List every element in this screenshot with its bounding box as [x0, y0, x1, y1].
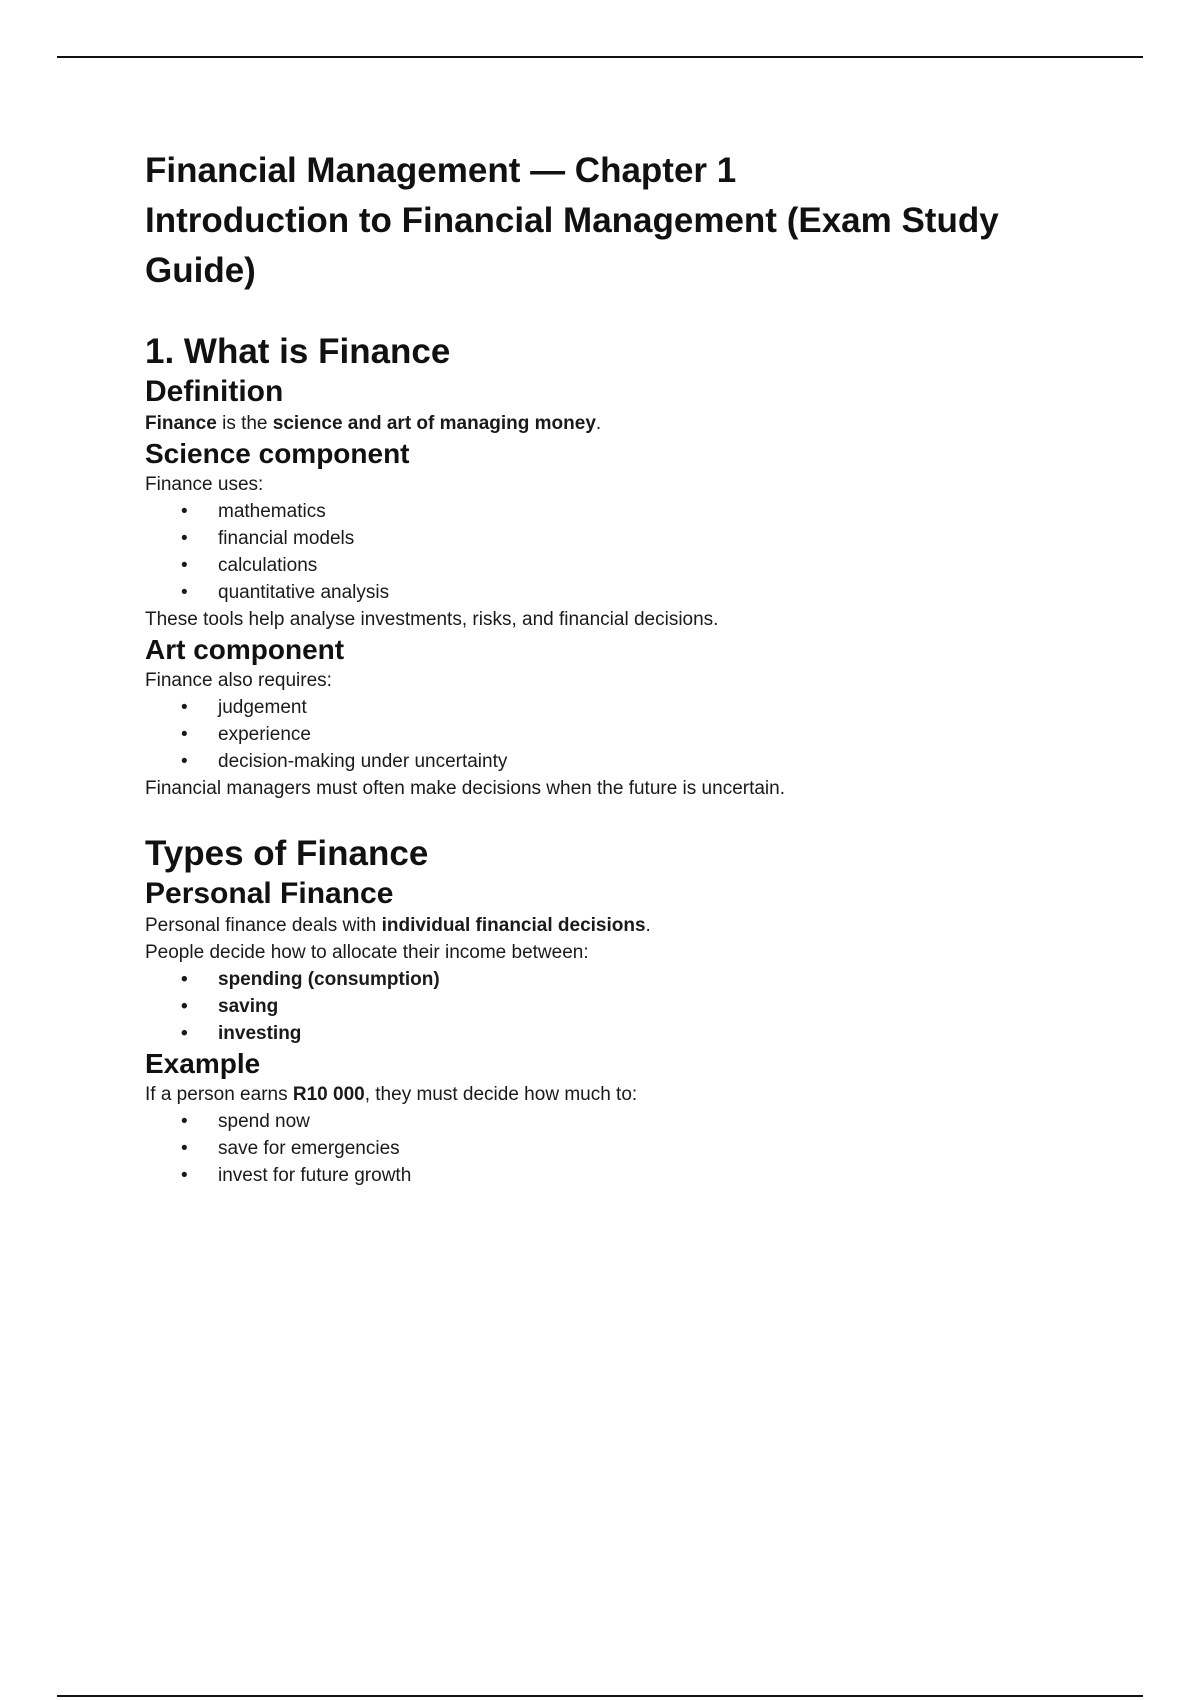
personal-list	[145, 966, 1045, 1047]
list-item: • calculations	[145, 552, 1045, 579]
list-item: • invest for future growth	[145, 1162, 1045, 1189]
section-heading-what-is-finance: 1. What is Finance	[145, 332, 451, 371]
science-outro: These tools help analyse investments, risks, and financial decisions.	[145, 609, 719, 630]
example-list	[145, 1108, 1045, 1189]
definition-emphasis: science and art of managing money	[272, 413, 596, 434]
example-amount: R10 000	[292, 1084, 365, 1105]
list-item: • save for emergencies	[145, 1135, 1045, 1162]
subheading-example: Example	[145, 1048, 261, 1079]
subheading-science-component: Science component	[145, 438, 410, 469]
art-outro: Financial managers must often make decisions when the future is uncertain.	[145, 778, 785, 799]
list-item: • investing	[145, 1020, 1045, 1047]
document-title	[145, 146, 1045, 296]
title-line-2: Introduction to Financial Management (Exam Study	[145, 201, 999, 240]
bottom-rule	[57, 1695, 1143, 1697]
list-item: • judgement	[145, 694, 1045, 721]
science-intro: Finance uses:	[145, 474, 264, 495]
definition-text	[145, 410, 1045, 437]
subheading-definition: Definition	[145, 375, 284, 408]
section-heading-types-of-finance: Types of Finance	[145, 834, 429, 873]
personal-line-1-bold: individual financial decisions	[381, 915, 646, 936]
definition-end: .	[595, 413, 602, 434]
definition-term: Finance	[145, 413, 217, 434]
personal-line-1	[145, 912, 1045, 939]
list-item: • spend now	[145, 1108, 1045, 1135]
document-body	[145, 146, 1045, 1189]
subheading-art-component: Art component	[145, 634, 345, 665]
example-line-pre: If a person earns	[145, 1084, 293, 1105]
personal-line-2: People decide how to allocate their income between:	[145, 942, 589, 963]
list-item: • financial models	[145, 525, 1045, 552]
list-item: • experience	[145, 721, 1045, 748]
personal-line-1-pre: Personal finance deals with	[145, 915, 382, 936]
title-line-1: Financial Management — Chapter 1	[145, 151, 737, 190]
list-item: • decision-making under uncertainty	[145, 748, 1045, 775]
example-line	[145, 1081, 1045, 1108]
example-line-end: , they must decide how much to:	[364, 1084, 638, 1105]
definition-mid: is the	[216, 413, 273, 434]
top-rule	[57, 56, 1143, 58]
list-item: • spending (consumption)	[145, 966, 1045, 993]
personal-line-1-end: .	[645, 915, 651, 936]
title-line-3: Guide)	[145, 251, 256, 290]
list-item: • quantitative analysis	[145, 579, 1045, 606]
science-list	[145, 498, 1045, 606]
subheading-personal-finance: Personal Finance	[145, 877, 394, 910]
list-item: • mathematics	[145, 498, 1045, 525]
art-intro: Finance also requires:	[145, 670, 332, 691]
list-item: • saving	[145, 993, 1045, 1020]
art-list	[145, 694, 1045, 775]
